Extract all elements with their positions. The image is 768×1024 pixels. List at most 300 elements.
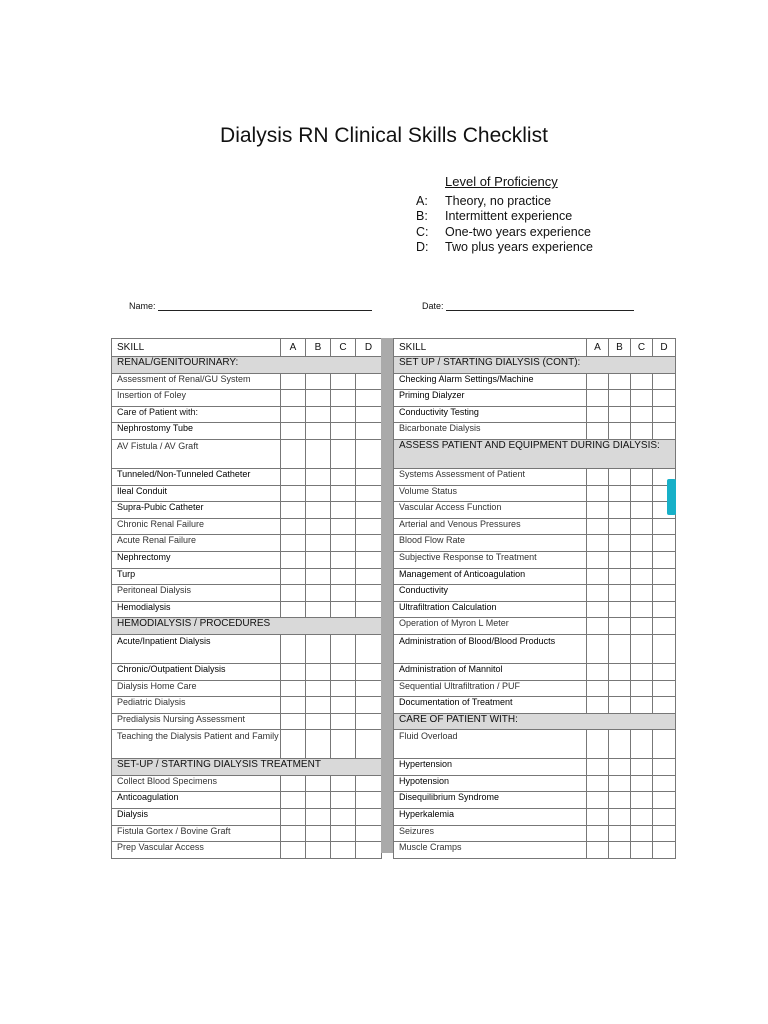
skill-row <box>394 601 676 618</box>
proficiency-text: Intermittent experience <box>445 209 573 224</box>
skill-row <box>394 406 676 423</box>
section-title: CARE OF PATIENT WITH: <box>394 713 676 730</box>
checkbox-b[interactable] <box>609 535 631 552</box>
skill-row <box>112 485 382 502</box>
skill-row <box>112 730 382 759</box>
checkbox-d[interactable] <box>356 663 382 680</box>
checkbox-d[interactable] <box>653 423 676 440</box>
section-header-row <box>394 439 676 468</box>
skill-row <box>394 518 676 535</box>
checkbox-a[interactable] <box>587 390 609 407</box>
checkbox-b[interactable] <box>609 390 631 407</box>
skill-row <box>112 601 382 618</box>
checkbox-d[interactable] <box>653 551 676 568</box>
checkbox-a[interactable] <box>281 680 306 697</box>
checkbox-a[interactable] <box>587 373 609 390</box>
date-line[interactable] <box>446 300 634 311</box>
checkbox-c[interactable] <box>631 390 653 407</box>
checkbox-b[interactable] <box>306 439 331 468</box>
name-field[interactable] <box>129 300 372 311</box>
checkbox-c[interactable] <box>631 634 653 663</box>
checkbox-d[interactable] <box>356 502 382 519</box>
checkbox-d[interactable] <box>356 792 382 809</box>
checkbox-c[interactable] <box>631 618 653 635</box>
checkbox-b[interactable] <box>306 551 331 568</box>
checkbox-c[interactable] <box>631 680 653 697</box>
checkbox-a[interactable] <box>281 713 306 730</box>
checkbox-a[interactable] <box>281 663 306 680</box>
checkbox-c[interactable] <box>331 825 356 842</box>
skill-row <box>112 825 382 842</box>
checkbox-c[interactable] <box>331 535 356 552</box>
skill-row <box>394 697 676 714</box>
checkbox-c[interactable] <box>631 775 653 792</box>
checkbox-d[interactable] <box>653 680 676 697</box>
checkbox-c[interactable] <box>331 775 356 792</box>
checkbox-c[interactable] <box>331 568 356 585</box>
checkbox-d[interactable] <box>653 730 676 759</box>
checkbox-c[interactable] <box>631 502 653 519</box>
checkbox-b[interactable] <box>609 468 631 485</box>
checkbox-d[interactable] <box>653 663 676 680</box>
checkbox-d[interactable] <box>653 390 676 407</box>
checkbox-d[interactable] <box>653 775 676 792</box>
checkbox-c[interactable] <box>331 485 356 502</box>
checkbox-a[interactable] <box>587 825 609 842</box>
checkbox-a[interactable] <box>587 730 609 759</box>
checkbox-c[interactable] <box>331 634 356 663</box>
checkbox-c[interactable] <box>331 697 356 714</box>
checkbox-d[interactable] <box>653 792 676 809</box>
skill-name: Conductivity <box>394 585 587 602</box>
checkbox-c[interactable] <box>631 373 653 390</box>
skill-name: Predialysis Nursing Assessment <box>112 713 281 730</box>
checkbox-b[interactable] <box>306 423 331 440</box>
skill-row <box>394 618 676 635</box>
section-header-row <box>394 357 676 374</box>
name-line[interactable] <box>158 300 372 311</box>
checkbox-a[interactable] <box>281 809 306 826</box>
checkbox-b[interactable] <box>306 730 331 759</box>
checkbox-a[interactable] <box>281 601 306 618</box>
skill-row <box>112 568 382 585</box>
checkbox-a[interactable] <box>587 792 609 809</box>
checkbox-c[interactable] <box>631 485 653 502</box>
checkbox-d[interactable] <box>356 825 382 842</box>
checkbox-a[interactable] <box>587 634 609 663</box>
checkbox-b[interactable] <box>306 825 331 842</box>
checkbox-b[interactable] <box>609 775 631 792</box>
checkbox-b[interactable] <box>609 697 631 714</box>
checkbox-b[interactable] <box>306 502 331 519</box>
checkbox-b[interactable] <box>609 825 631 842</box>
checkbox-c[interactable] <box>631 518 653 535</box>
checkbox-b[interactable] <box>306 373 331 390</box>
checkbox-d[interactable] <box>653 618 676 635</box>
checkbox-d[interactable] <box>356 568 382 585</box>
skill-name: Operation of Myron L Meter <box>394 618 587 635</box>
skill-name: Muscle Cramps <box>394 842 587 859</box>
checkbox-b[interactable] <box>609 551 631 568</box>
checkbox-b[interactable] <box>306 585 331 602</box>
checkbox-c[interactable] <box>331 390 356 407</box>
checkbox-c[interactable] <box>331 585 356 602</box>
checkbox-d[interactable] <box>653 825 676 842</box>
checkbox-a[interactable] <box>281 502 306 519</box>
checkbox-a[interactable] <box>281 468 306 485</box>
skill-row <box>112 373 382 390</box>
checkbox-c[interactable] <box>331 406 356 423</box>
checkbox-d[interactable] <box>356 535 382 552</box>
checkbox-d[interactable] <box>356 713 382 730</box>
skill-row <box>394 759 676 776</box>
checkbox-d[interactable] <box>653 518 676 535</box>
checkbox-c[interactable] <box>631 551 653 568</box>
checkbox-c[interactable] <box>631 663 653 680</box>
checkbox-b[interactable] <box>609 730 631 759</box>
skill-name: Administration of Blood/Blood Products <box>394 634 587 663</box>
checkbox-a[interactable] <box>587 842 609 859</box>
checkbox-d[interactable] <box>653 809 676 826</box>
skill-name: Fistula Gortex / Bovine Graft <box>112 825 281 842</box>
checkbox-b[interactable] <box>306 697 331 714</box>
skill-name: Priming Dialyzer <box>394 390 587 407</box>
checkbox-d[interactable] <box>356 406 382 423</box>
checkbox-d[interactable] <box>356 680 382 697</box>
checkbox-c[interactable] <box>331 502 356 519</box>
skill-row <box>112 468 382 485</box>
checkbox-a[interactable] <box>281 390 306 407</box>
column-divider <box>381 338 393 853</box>
skill-row <box>112 697 382 714</box>
checkbox-b[interactable] <box>609 373 631 390</box>
skill-row <box>394 535 676 552</box>
checkbox-c[interactable] <box>631 759 653 776</box>
skill-name: Vascular Access Function <box>394 502 587 519</box>
section-header-row <box>112 759 382 776</box>
skill-row <box>394 663 676 680</box>
header-skill: SKILL <box>112 339 281 357</box>
skill-row <box>112 390 382 407</box>
skill-row <box>112 423 382 440</box>
skill-name: Turp <box>112 568 281 585</box>
checkbox-c[interactable] <box>631 468 653 485</box>
skill-row <box>394 680 676 697</box>
checkbox-a[interactable] <box>587 468 609 485</box>
skill-row <box>112 792 382 809</box>
checkbox-b[interactable] <box>609 759 631 776</box>
checkbox-a[interactable] <box>587 551 609 568</box>
checkbox-a[interactable] <box>281 697 306 714</box>
skill-row <box>112 502 382 519</box>
header-c: C <box>631 339 653 357</box>
skill-row <box>394 423 676 440</box>
skill-name: Acute/Inpatient Dialysis <box>112 634 281 663</box>
checkbox-d[interactable] <box>356 775 382 792</box>
proficiency-level <box>416 209 593 224</box>
section-header-row <box>112 618 382 635</box>
checkbox-d[interactable] <box>356 634 382 663</box>
skill-row <box>112 775 382 792</box>
checkbox-b[interactable] <box>609 568 631 585</box>
skill-name: Dialysis <box>112 809 281 826</box>
date-field[interactable] <box>422 300 634 311</box>
proficiency-text: Two plus years experience <box>445 239 593 254</box>
checkbox-b[interactable] <box>306 792 331 809</box>
proficiency-level <box>416 240 593 255</box>
skill-row <box>394 825 676 842</box>
checkbox-c[interactable] <box>631 535 653 552</box>
checkbox-c[interactable] <box>331 518 356 535</box>
checkbox-d[interactable] <box>653 585 676 602</box>
checkbox-b[interactable] <box>609 601 631 618</box>
checkbox-b[interactable] <box>609 842 631 859</box>
checkbox-c[interactable] <box>631 730 653 759</box>
checkbox-b[interactable] <box>306 568 331 585</box>
skill-name: Hypotension <box>394 775 587 792</box>
checkbox-d[interactable] <box>356 423 382 440</box>
checkbox-b[interactable] <box>609 792 631 809</box>
proficiency-level <box>416 194 593 209</box>
checkbox-a[interactable] <box>281 373 306 390</box>
checkbox-a[interactable] <box>281 423 306 440</box>
checkbox-c[interactable] <box>331 439 356 468</box>
skill-row <box>112 809 382 826</box>
skills-checklist <box>111 338 675 853</box>
checkbox-d[interactable] <box>653 601 676 618</box>
skill-row <box>394 551 676 568</box>
checkbox-d[interactable] <box>356 697 382 714</box>
checkbox-b[interactable] <box>306 518 331 535</box>
checkbox-d[interactable] <box>653 697 676 714</box>
scroll-marker[interactable] <box>667 479 676 515</box>
checkbox-d[interactable] <box>653 759 676 776</box>
skill-name: Care of Patient with: <box>112 406 281 423</box>
checkbox-c[interactable] <box>631 568 653 585</box>
checkbox-d[interactable] <box>356 842 382 859</box>
checkbox-c[interactable] <box>331 468 356 485</box>
checkbox-b[interactable] <box>306 468 331 485</box>
section-title: HEMODIALYSIS / PROCEDURES <box>112 618 382 635</box>
checkbox-c[interactable] <box>331 792 356 809</box>
checkbox-d[interactable] <box>356 601 382 618</box>
checkbox-a[interactable] <box>281 842 306 859</box>
header-d: D <box>653 339 676 357</box>
skill-row <box>112 535 382 552</box>
checkbox-b[interactable] <box>609 423 631 440</box>
checkbox-c[interactable] <box>331 842 356 859</box>
proficiency-letter: C: <box>416 224 429 239</box>
checkbox-b[interactable] <box>306 601 331 618</box>
checkbox-d[interactable] <box>653 634 676 663</box>
checkbox-b[interactable] <box>306 775 331 792</box>
checkbox-d[interactable] <box>356 809 382 826</box>
header-c: C <box>331 339 356 357</box>
checkbox-b[interactable] <box>609 502 631 519</box>
checkbox-b[interactable] <box>306 406 331 423</box>
skill-name: Disequilibrium Syndrome <box>394 792 587 809</box>
checkbox-a[interactable] <box>281 568 306 585</box>
skill-row <box>394 485 676 502</box>
checkbox-b[interactable] <box>306 680 331 697</box>
checkbox-c[interactable] <box>631 842 653 859</box>
skill-row <box>112 663 382 680</box>
name-label: Name: <box>129 301 156 311</box>
checkbox-a[interactable] <box>281 585 306 602</box>
checkbox-a[interactable] <box>587 601 609 618</box>
checkbox-c[interactable] <box>331 601 356 618</box>
skill-name: Dialysis Home Care <box>112 680 281 697</box>
checkbox-a[interactable] <box>281 518 306 535</box>
checkbox-a[interactable] <box>281 730 306 759</box>
checkbox-a[interactable] <box>587 406 609 423</box>
checkbox-b[interactable] <box>306 634 331 663</box>
checkbox-b[interactable] <box>306 809 331 826</box>
skill-row <box>112 842 382 859</box>
checkbox-d[interactable] <box>356 518 382 535</box>
checkbox-a[interactable] <box>587 485 609 502</box>
checkbox-d[interactable] <box>356 551 382 568</box>
checkbox-a[interactable] <box>281 551 306 568</box>
checkbox-b[interactable] <box>306 663 331 680</box>
checkbox-d[interactable] <box>653 842 676 859</box>
checkbox-a[interactable] <box>281 439 306 468</box>
checkbox-d[interactable] <box>356 439 382 468</box>
checkbox-b[interactable] <box>609 485 631 502</box>
checkbox-b[interactable] <box>609 618 631 635</box>
checkbox-c[interactable] <box>331 730 356 759</box>
proficiency-level <box>416 225 593 240</box>
checkbox-a[interactable] <box>587 502 609 519</box>
checkbox-d[interactable] <box>356 373 382 390</box>
checkbox-c[interactable] <box>331 423 356 440</box>
skill-row <box>112 551 382 568</box>
checkbox-a[interactable] <box>587 423 609 440</box>
checkbox-a[interactable] <box>281 535 306 552</box>
skill-row <box>394 568 676 585</box>
checkbox-a[interactable] <box>587 663 609 680</box>
header-b: B <box>306 339 331 357</box>
skill-name: Teaching the Dialysis Patient and Family <box>112 730 281 759</box>
checkbox-a[interactable] <box>587 518 609 535</box>
checkbox-a[interactable] <box>587 775 609 792</box>
checkbox-c[interactable] <box>631 601 653 618</box>
skill-name: Chronic Renal Failure <box>112 518 281 535</box>
checkbox-c[interactable] <box>631 809 653 826</box>
checkbox-a[interactable] <box>587 568 609 585</box>
checkbox-d[interactable] <box>356 468 382 485</box>
checkbox-b[interactable] <box>306 390 331 407</box>
checkbox-c[interactable] <box>631 406 653 423</box>
checkbox-b[interactable] <box>609 634 631 663</box>
checkbox-c[interactable] <box>331 809 356 826</box>
skill-name: Insertion of Foley <box>112 390 281 407</box>
header-b: B <box>609 339 631 357</box>
checkbox-b[interactable] <box>609 680 631 697</box>
checkbox-a[interactable] <box>281 825 306 842</box>
checkbox-b[interactable] <box>306 485 331 502</box>
skill-row <box>112 634 382 663</box>
checkbox-a[interactable] <box>587 585 609 602</box>
checkbox-a[interactable] <box>281 485 306 502</box>
skill-name: Supra-Pubic Catheter <box>112 502 281 519</box>
checkbox-b[interactable] <box>306 535 331 552</box>
checkbox-c[interactable] <box>631 792 653 809</box>
skill-row <box>394 775 676 792</box>
skill-row <box>394 390 676 407</box>
skill-name: Seizures <box>394 825 587 842</box>
section-title: SET UP / STARTING DIALYSIS (CONT): <box>394 357 676 374</box>
checkbox-d[interactable] <box>356 730 382 759</box>
checkbox-c[interactable] <box>631 423 653 440</box>
checkbox-b[interactable] <box>609 406 631 423</box>
skill-name: Assessment of Renal/GU System <box>112 373 281 390</box>
checkbox-d[interactable] <box>356 390 382 407</box>
skill-row <box>112 518 382 535</box>
checkbox-a[interactable] <box>587 697 609 714</box>
skill-row <box>394 502 676 519</box>
skill-row <box>394 373 676 390</box>
checkbox-b[interactable] <box>609 809 631 826</box>
checkbox-a[interactable] <box>587 680 609 697</box>
skill-row <box>112 713 382 730</box>
date-label: Date: <box>422 301 444 311</box>
skill-name: Documentation of Treatment <box>394 697 587 714</box>
skill-name: Peritoneal Dialysis <box>112 585 281 602</box>
checkbox-b[interactable] <box>306 842 331 859</box>
checkbox-a[interactable] <box>587 535 609 552</box>
checkbox-a[interactable] <box>281 406 306 423</box>
skill-name: Subjective Response to Treatment <box>394 551 587 568</box>
checkbox-b[interactable] <box>609 585 631 602</box>
checkbox-d[interactable] <box>356 585 382 602</box>
checkbox-a[interactable] <box>281 792 306 809</box>
checkbox-d[interactable] <box>653 406 676 423</box>
skill-name: Ileal Conduit <box>112 485 281 502</box>
skill-name: Checking Alarm Settings/Machine <box>394 373 587 390</box>
checkbox-a[interactable] <box>281 634 306 663</box>
header-a: A <box>281 339 306 357</box>
checkbox-a[interactable] <box>587 618 609 635</box>
checkbox-c[interactable] <box>631 697 653 714</box>
checkbox-c[interactable] <box>331 663 356 680</box>
checkbox-b[interactable] <box>609 518 631 535</box>
skill-row <box>394 842 676 859</box>
checkbox-c[interactable] <box>631 585 653 602</box>
checkbox-b[interactable] <box>609 663 631 680</box>
skill-name: Ultrafiltration Calculation <box>394 601 587 618</box>
skill-row <box>394 634 676 663</box>
checkbox-d[interactable] <box>653 568 676 585</box>
checkbox-c[interactable] <box>631 825 653 842</box>
skill-row <box>112 585 382 602</box>
checkbox-b[interactable] <box>306 713 331 730</box>
checkbox-d[interactable] <box>653 373 676 390</box>
checkbox-c[interactable] <box>331 713 356 730</box>
checkbox-c[interactable] <box>331 551 356 568</box>
checkbox-c[interactable] <box>331 373 356 390</box>
skill-name: Tunneled/Non-Tunneled Catheter <box>112 468 281 485</box>
checkbox-c[interactable] <box>331 680 356 697</box>
checkbox-d[interactable] <box>653 535 676 552</box>
checkbox-a[interactable] <box>587 759 609 776</box>
skill-name: Volume Status <box>394 485 587 502</box>
checkbox-d[interactable] <box>356 485 382 502</box>
skill-name: Bicarbonate Dialysis <box>394 423 587 440</box>
skill-name: Sequential Ultrafiltration / PUF <box>394 680 587 697</box>
checkbox-a[interactable] <box>281 775 306 792</box>
checkbox-a[interactable] <box>587 809 609 826</box>
